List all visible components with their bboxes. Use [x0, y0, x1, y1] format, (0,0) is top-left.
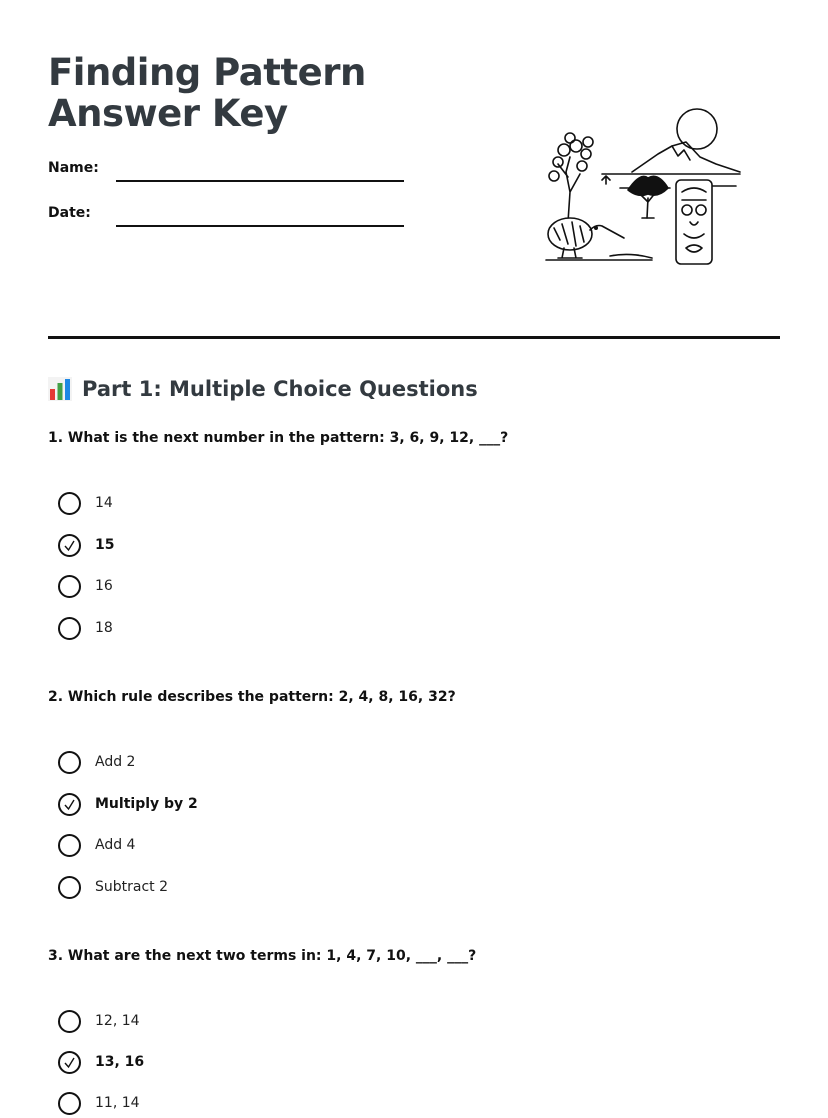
radio-button[interactable]	[58, 1092, 81, 1115]
question-3: 3. What are the next two terms in: 1, 4, 7, 10, ___, ___?	[48, 948, 477, 964]
name-label: Name:	[48, 160, 99, 176]
section-title: Part 1: Multiple Choice Questions	[82, 377, 478, 401]
radio-button-checked[interactable]	[58, 534, 81, 557]
question-1: 1. What is the next number in the pattern: 3, 6, 9, 12, ___?	[48, 430, 509, 446]
radio-button[interactable]	[58, 751, 81, 774]
page-title: Finding Pattern Answer Key	[48, 51, 366, 135]
option-2b[interactable]	[58, 792, 198, 816]
option-label: Add 4	[95, 837, 136, 853]
checkmark-icon	[61, 796, 78, 813]
section-heading	[48, 373, 478, 405]
option-2d[interactable]	[58, 875, 168, 899]
option-1a[interactable]	[58, 491, 113, 515]
option-3a[interactable]	[58, 1009, 140, 1033]
landscape-illustration	[540, 102, 744, 270]
option-label: 14	[95, 495, 113, 511]
option-1c[interactable]	[58, 574, 113, 598]
radio-button[interactable]	[58, 1010, 81, 1033]
option-3c[interactable]	[58, 1091, 140, 1115]
option-label: 15	[95, 537, 115, 553]
checkmark-icon	[61, 537, 78, 554]
question-2: 2. Which rule describes the pattern: 2, 4, 8, 16, 32?	[48, 689, 456, 705]
option-label: 12, 14	[95, 1013, 140, 1029]
radio-button[interactable]	[58, 492, 81, 515]
checkmark-icon	[61, 1054, 78, 1071]
option-label: 18	[95, 620, 113, 636]
option-1b[interactable]	[58, 533, 114, 557]
option-label: 16	[95, 578, 113, 594]
date-field[interactable]	[116, 225, 404, 227]
option-label: Multiply by 2	[95, 796, 198, 812]
option-label: Subtract 2	[95, 879, 169, 895]
radio-button-checked[interactable]	[58, 1051, 81, 1074]
name-field[interactable]	[116, 180, 404, 182]
radio-button[interactable]	[58, 575, 81, 598]
radio-button[interactable]	[58, 876, 81, 899]
bar-chart-icon	[48, 377, 72, 401]
radio-button-checked[interactable]	[58, 793, 81, 816]
radio-button[interactable]	[58, 617, 81, 640]
option-label: Add 2	[95, 754, 136, 770]
date-label: Date:	[48, 205, 91, 221]
option-label: 13, 16	[95, 1054, 145, 1070]
header-divider	[48, 336, 780, 339]
option-1d[interactable]	[58, 616, 113, 640]
option-2c[interactable]	[58, 833, 135, 857]
radio-button[interactable]	[58, 834, 81, 857]
option-3b[interactable]	[58, 1050, 144, 1074]
option-2a[interactable]	[58, 750, 135, 774]
option-label: 11, 14	[95, 1095, 140, 1111]
